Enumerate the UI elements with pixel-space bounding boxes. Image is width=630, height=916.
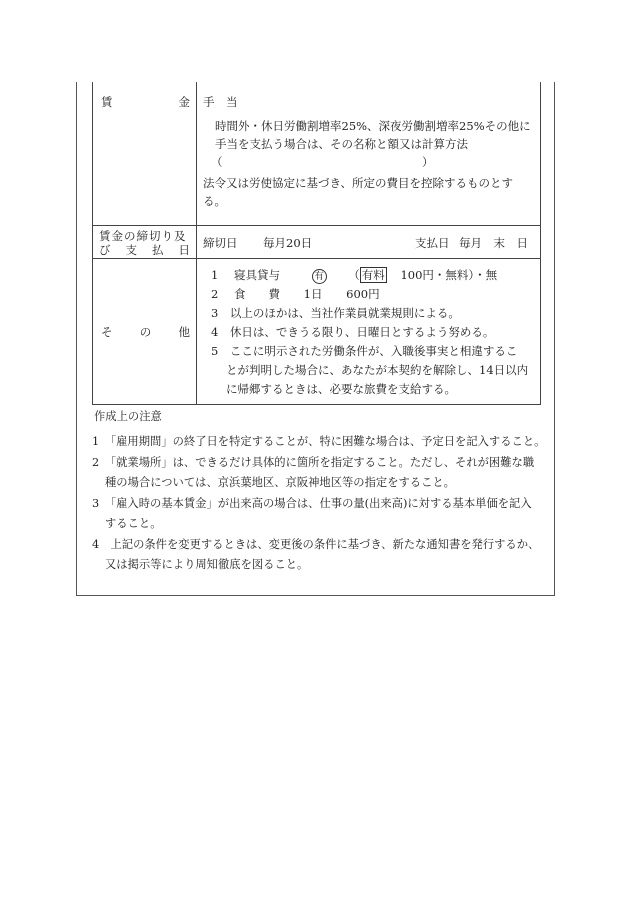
closing-payment-row: [92, 226, 541, 259]
note-3-line-1: 3 「雇入時の基本賃金」が出来高の場合は、仕事の量(出来高)に対する基本単価を記入: [92, 497, 532, 510]
payment-day-label: 支払日: [415, 236, 450, 250]
note-4-line-2: 又は掲示等により周知徹底を図ること。: [105, 558, 309, 571]
work-rules-item: 3 以上のほかは、当社作業員就業規則による。: [211, 306, 460, 320]
wages-content: [197, 82, 540, 225]
close-paren: ）: [422, 155, 434, 169]
closing-day-label: 締切日: [203, 236, 238, 250]
termination-item-line-3: に帰郷するときは、必要な旅費を支給する。: [226, 382, 456, 396]
termination-item-line-1: 5 ここに明示された労働条件が、入職後事実と相違するこ: [211, 344, 518, 358]
holiday-item: 4 休日は、できうる限り、日曜日とするよう努める。: [211, 325, 495, 339]
wages-label-left: 賃: [101, 95, 113, 109]
closing-label: [93, 226, 197, 258]
allowance-rates: 時間外・休日労働割増率25%、深夜労働割増率25%その他に: [215, 119, 531, 133]
other-row: [92, 259, 541, 405]
meal-item: 2 食 費 1日 600円: [211, 287, 380, 301]
notes-title: 作成上の注意: [94, 410, 162, 423]
deduction-line-1: 法令又は労使協定に基づき、所定の費目を控除するものとす: [203, 176, 514, 190]
closing-label-line1: 賃金の締切り及: [99, 229, 187, 243]
closing-content: [197, 226, 540, 258]
allowance-title: 手 当: [203, 95, 238, 109]
other-label: そ の 他: [93, 259, 197, 404]
bedding-item: 1 寝具貸与 有 （ 有料 100円・無料）・無: [211, 268, 498, 282]
note-4-line-1: 4 上記の条件を変更するときは、変更後の条件に基づき、新たな通知書を発行するか、: [92, 538, 540, 551]
payment-day-value: 毎月 末 日: [459, 236, 528, 250]
wages-label: [93, 82, 197, 225]
closing-day-value: 毎月20日: [263, 236, 313, 250]
circled-yes-mark: 有: [312, 269, 327, 284]
wages-label-right: 金: [178, 95, 190, 109]
allowance-method: 手当を支払う場合は、その名称と額又は計算方法: [215, 137, 468, 151]
note-2-line-1: 2 「就業場所」は、できるだけ具体的に箇所を指定すること。ただし、それが困難な職: [92, 456, 535, 469]
wages-row: [92, 82, 541, 226]
note-3-line-2: すること。: [105, 517, 162, 530]
other-content: [197, 259, 540, 404]
note-1: 1 「雇用期間」の終了日を特定することが、特に困難な場合は、予定日を記入すること。: [92, 435, 546, 448]
note-2-line-2: 種の場合については、京浜葉地区、京阪神地区等の指定をすること。: [105, 476, 455, 489]
open-paren: （: [211, 155, 223, 169]
boxed-paid-mark: 有料: [361, 268, 385, 282]
closing-label-line2: び 支 払 日: [99, 243, 190, 257]
deduction-line-2: る。: [203, 194, 226, 208]
termination-item-line-2: とが判明した場合に、あなたが本契約を解除し、14日以内: [226, 363, 529, 377]
